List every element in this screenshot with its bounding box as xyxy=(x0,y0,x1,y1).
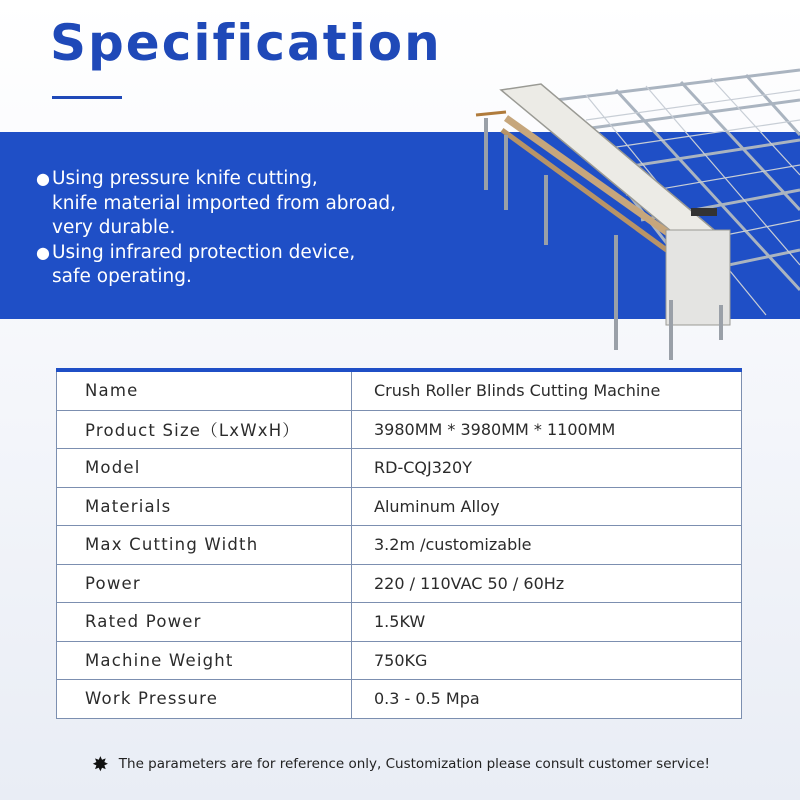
spec-value: RD-CQJ320Y xyxy=(352,449,742,488)
feature-item xyxy=(36,167,396,241)
bullet-icon: ● xyxy=(36,242,50,262)
feature-text: Using infrared protection device, safe operating. xyxy=(52,241,356,287)
spec-label: Product Size（LxWxH） xyxy=(57,410,352,449)
spec-value: 3980MM * 3980MM * 1100MM xyxy=(352,410,742,449)
spec-label: Name xyxy=(57,370,352,410)
spec-label: Materials xyxy=(57,487,352,526)
spec-value: 3.2m /customizable xyxy=(352,526,742,565)
star-icon: ✸ xyxy=(92,752,109,776)
footnote xyxy=(92,752,710,776)
table-row xyxy=(57,526,742,565)
spec-value: 220 / 110VAC 50 / 60Hz xyxy=(352,564,742,603)
title-underline xyxy=(52,96,122,99)
spec-label: Power xyxy=(57,564,352,603)
spec-value: 750KG xyxy=(352,641,742,680)
spec-value: 0.3 - 0.5 Mpa xyxy=(352,680,742,719)
table-row xyxy=(57,449,742,488)
spec-label: Max Cutting Width xyxy=(57,526,352,565)
table-row xyxy=(57,680,742,719)
feature-item xyxy=(36,241,396,290)
table-row xyxy=(57,641,742,680)
cutting-machine-illustration xyxy=(466,60,800,360)
page-title: Specification xyxy=(50,14,442,72)
table-row xyxy=(57,410,742,449)
spec-value: 1.5KW xyxy=(352,603,742,642)
footnote-text: The parameters are for reference only, Customization please consult customer service! xyxy=(118,756,710,772)
spec-label: Model xyxy=(57,449,352,488)
table-row xyxy=(57,564,742,603)
spec-label: Work Pressure xyxy=(57,680,352,719)
spec-table xyxy=(56,368,742,719)
table-row xyxy=(57,487,742,526)
spec-label: Machine Weight xyxy=(57,641,352,680)
table-row xyxy=(57,603,742,642)
spec-value: Crush Roller Blinds Cutting Machine xyxy=(352,370,742,410)
spec-label: Rated Power xyxy=(57,603,352,642)
feature-text: Using pressure knife cutting, knife material imported from abroad, very durable. xyxy=(52,168,397,238)
bullet-icon: ● xyxy=(36,169,50,188)
spec-value: Aluminum Alloy xyxy=(352,487,742,526)
table-row xyxy=(57,370,742,410)
feature-list xyxy=(36,167,396,290)
